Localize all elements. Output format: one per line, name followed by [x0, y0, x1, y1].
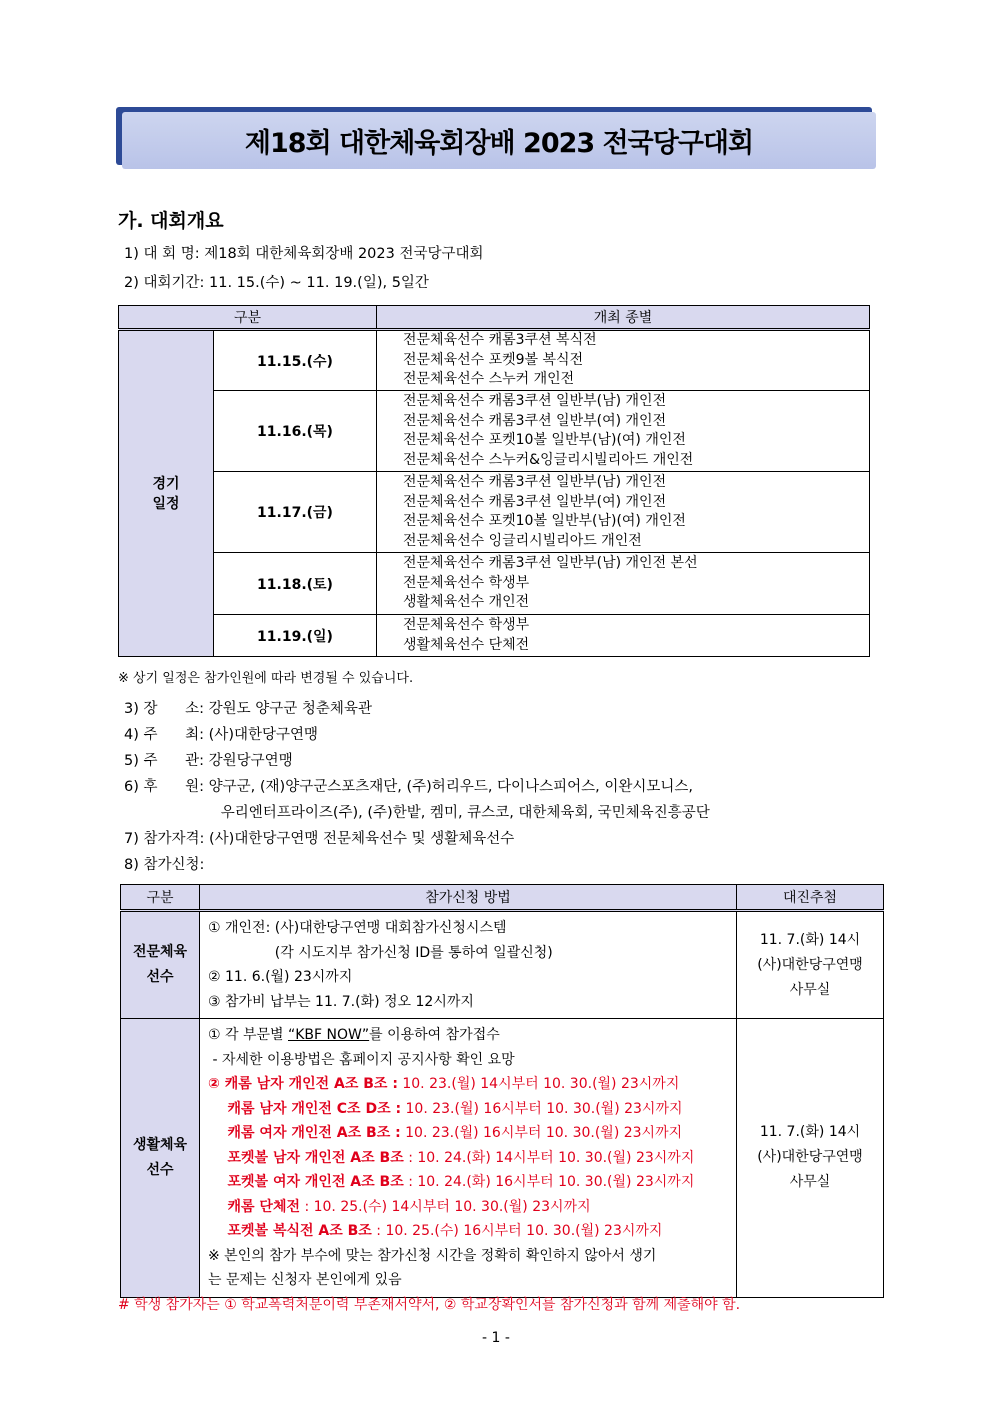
event-item: 생활체육선수 단체전 — [403, 636, 530, 653]
overview-period-line: 2) 대회기간: 11. 15.(수) ~ 11. 19.(일), 5일간 — [124, 275, 429, 291]
event-item: 전문체육선수 캐롬3쿠션 복식전 — [403, 332, 597, 349]
schedule-item — [208, 1219, 732, 1244]
event-item: 전문체육선수 포켓10볼 일반부(남)(여) 개인전 — [403, 432, 686, 448]
method-line: ② 11. 6.(월) 23시까지 — [208, 969, 353, 985]
schedule-events — [377, 553, 870, 615]
event-item: 전문체육선수 스누커 개인전 — [403, 371, 575, 388]
section-title: 가. 대회개요 — [118, 210, 224, 232]
method-line: - 자세한 이용방법은 홈페이지 공지사항 확인 요망 — [208, 1051, 515, 1068]
schedule-events — [377, 472, 870, 553]
schedule-date: 11.19.(일) — [214, 615, 377, 657]
info-eligibility: 7) 참가자격: (사)대한당구연맹 전문체육선수 및 생활체육선수 — [124, 831, 515, 847]
info-venue: 3) 장 소: 강원도 양구군 청춘체육관 — [124, 701, 372, 717]
info-organizer: 5) 주 관: 강원당구연맹 — [124, 753, 293, 769]
schedule-item — [208, 1121, 732, 1146]
event-item: 생활체육선수 개인전 — [403, 594, 530, 611]
schedule-row — [119, 553, 870, 615]
event-item: 전문체육선수 스누커&잉글리시빌리아드 개인전 — [403, 451, 694, 468]
schedule-item-time: : 10. 24.(화) 14시부터 10. 30.(월) 23시까지 — [403, 1149, 695, 1166]
method-line-suffix: 를 이용하여 참가접수 — [369, 1027, 500, 1043]
application-header-category: 구분 — [121, 885, 200, 911]
title-banner — [116, 107, 876, 169]
method-line — [208, 1023, 732, 1048]
application-header-row — [121, 885, 884, 911]
info-host: 4) 주 최: (사)대한당구연맹 — [124, 727, 319, 743]
schedule-item-time: : 10. 24.(화) 16시부터 10. 30.(월) 23시까지 — [403, 1174, 695, 1190]
event-item: 전문체육선수 캐롬3쿠션 일반부(남) 개인전 — [403, 393, 667, 409]
method-line: ③ 참가비 납부는 11. 7.(화) 정오 12시까지 — [208, 993, 474, 1010]
application-header-draw: 대진추첨 — [737, 885, 884, 911]
event-item: 전문체육선수 잉글리시빌리아드 개인전 — [403, 532, 642, 549]
schedule-item-label: 포켓볼 여자 개인전 A조 B조 — [208, 1174, 404, 1190]
schedule-group-label: 경기 일정 — [119, 330, 214, 657]
schedule-row — [119, 330, 870, 391]
schedule-events — [377, 330, 870, 391]
schedule-item — [208, 1146, 732, 1171]
schedule-row — [119, 472, 870, 553]
document-title: 제18회 대한체육회장배 2023 전국당구대회 — [122, 112, 876, 169]
schedule-item-label: ② 캐롬 남자 개인전 A조 B조 : — [208, 1076, 398, 1092]
schedule-item-time: 10. 23.(월) 16시부터 10. 30.(월) 23시까지 — [400, 1125, 683, 1141]
schedule-item-label: 캐롬 단체전 — [208, 1198, 300, 1215]
schedule-header-events: 개최 종별 — [377, 306, 870, 330]
overview-name-line: 1) 대 회 명: 제18회 대한체육회장배 2023 전국당구대회 — [124, 246, 484, 262]
schedule-item-time: : 10. 25.(수) 14시부터 10. 30.(월) 23시까지 — [300, 1198, 591, 1215]
method-note-line: ※ 본인의 참가 부수에 맞는 참가신청 시간을 정확히 확인하지 않아서 생기 — [208, 1247, 657, 1264]
category-amateur: 생활체육 선수 — [121, 1019, 200, 1298]
event-item: 전문체육선수 포켓10볼 일반부(남)(여) 개인전 — [403, 513, 686, 529]
application-row-pro — [121, 911, 884, 1019]
schedule-item-time: : 10. 25.(수) 16시부터 10. 30.(월) 23시까지 — [371, 1223, 663, 1239]
schedule-date: 11.15.(수) — [214, 330, 377, 391]
event-item: 전문체육선수 포켓9볼 복식전 — [403, 351, 584, 368]
schedule-date: 11.17.(금) — [214, 472, 377, 553]
schedule-date: 11.18.(토) — [214, 553, 377, 615]
event-item: 전문체육선수 캐롬3쿠션 일반부(여) 개인전 — [403, 493, 667, 510]
application-row-amateur — [121, 1019, 884, 1298]
schedule-item-label: 포켓볼 남자 개인전 A조 B조 — [208, 1149, 404, 1166]
event-item: 전문체육선수 캐롬3쿠션 일반부(여) 개인전 — [403, 412, 667, 429]
method-amateur — [200, 1019, 737, 1298]
schedule-item-label: 포켓볼 복식전 A조 B조 — [208, 1223, 372, 1239]
event-item: 전문체육선수 캐롬3쿠션 일반부(남) 개인전 본선 — [403, 555, 698, 572]
schedule-item-label: 캐롬 여자 개인전 A조 B조 : — [208, 1125, 401, 1141]
schedule-header-category: 구분 — [119, 306, 377, 330]
schedule-row — [119, 391, 870, 472]
schedule-item — [208, 1072, 732, 1097]
method-line-prefix: ① 각 부문별 — [208, 1027, 288, 1043]
schedule-item-time: 10. 23.(월) 14시부터 10. 30.(월) 23시까지 — [397, 1076, 680, 1092]
schedule-item — [208, 1195, 732, 1220]
event-item: 전문체육선수 학생부 — [403, 574, 530, 591]
schedule-date: 11.16.(목) — [214, 391, 377, 472]
draw-pro: 11. 7.(화) 14시 (사)대한당구연맹 사무실 — [737, 911, 884, 1019]
schedule-header-row — [119, 306, 870, 330]
schedule-item — [208, 1170, 732, 1195]
schedule-table — [118, 305, 870, 657]
info-sponsors: 6) 후 원: 양구군, (재)양구군스포츠재단, (주)허리우드, 다이나스피어스, 이완시모니스, — [124, 779, 693, 795]
schedule-item-label: 캐롬 남자 개인전 C조 D조 : — [208, 1100, 402, 1117]
info-application: 8) 참가신청: — [124, 857, 205, 873]
event-item: 전문체육선수 캐롬3쿠션 일반부(남) 개인전 — [403, 474, 667, 490]
schedule-item — [208, 1097, 732, 1122]
method-pro — [200, 911, 737, 1019]
page-number: - 1 - — [482, 1330, 510, 1346]
schedule-events — [377, 391, 870, 472]
schedule-note: ※ 상기 일정은 참가인원에 따라 변경될 수 있습니다. — [118, 671, 414, 686]
schedule-item-time: 10. 23.(월) 16시부터 10. 30.(월) 23시까지 — [401, 1100, 683, 1117]
schedule-events — [377, 615, 870, 657]
application-table — [120, 884, 884, 1298]
student-requirement-note: # 학생 참가자는 ① 학교폭력처분이력 부존재서약서, ② 학교장확인서를 참가신청과 함께 제출해야 함. — [118, 1297, 741, 1313]
method-note-line: 는 문제는 신청자 본인에게 있음 — [208, 1272, 402, 1288]
method-line: ① 개인전: (사)대한당구연맹 대회참가신청시스템 — [208, 920, 507, 936]
info-sponsors-cont: 우리엔터프라이즈(주), (주)한밭, 켐미, 큐스코, 대한체육회, 국민체육진흥공단 — [124, 805, 710, 821]
category-pro: 전문체육 선수 — [121, 911, 200, 1019]
draw-amateur: 11. 7.(화) 14시 (사)대한당구연맹 사무실 — [737, 1019, 884, 1298]
schedule-row — [119, 615, 870, 657]
method-line: (각 시도지부 참가신청 ID를 통하여 일괄신청) — [208, 944, 553, 961]
event-item: 전문체육선수 학생부 — [403, 617, 530, 633]
application-header-method: 참가신청 방법 — [200, 885, 737, 911]
kbf-now-link[interactable]: “KBF NOW” — [288, 1027, 370, 1043]
